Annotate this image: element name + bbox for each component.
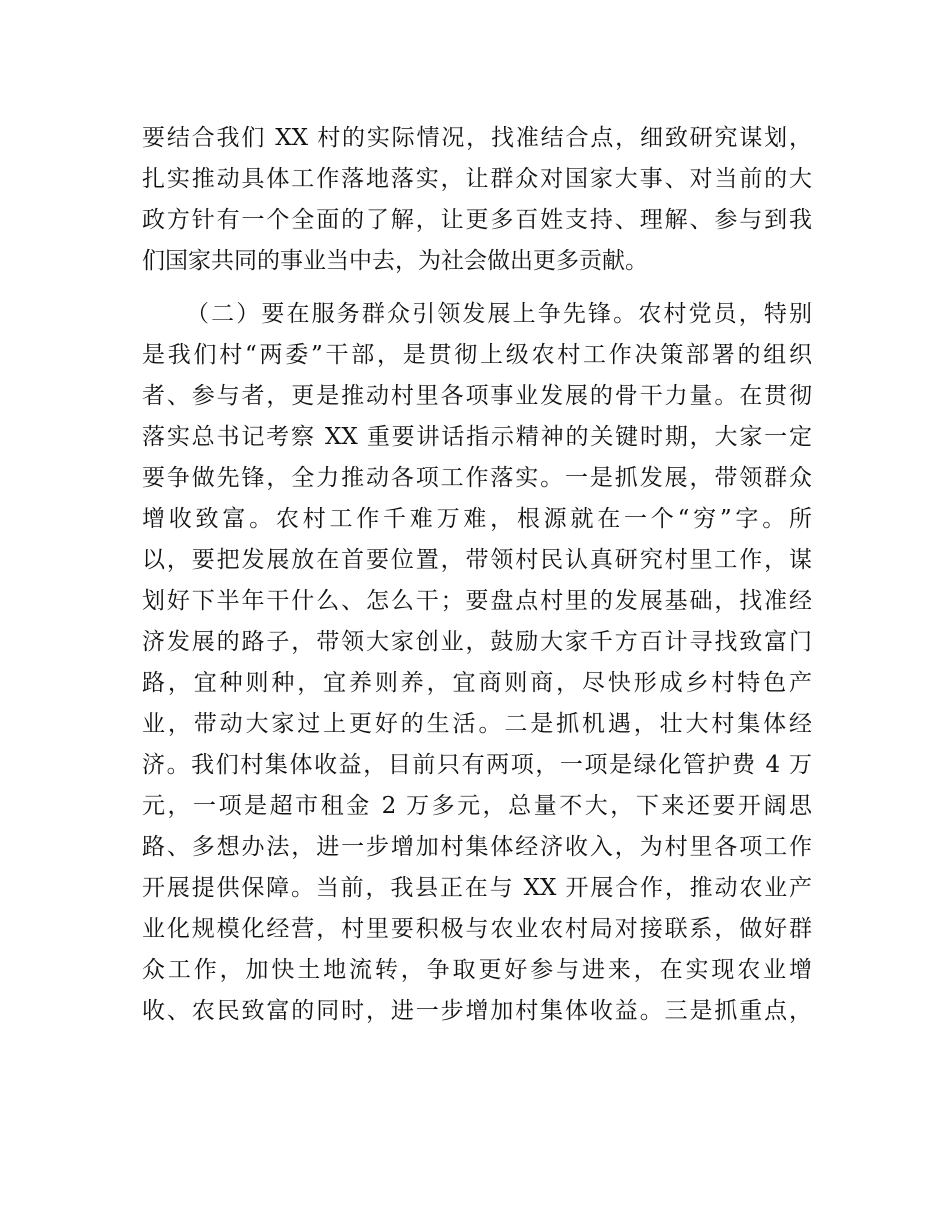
paragraph-2-line: 以，要把发展放在首要位置，带领村民认真研究村里工作，谋 — [142, 547, 812, 573]
paragraph-2-line: 路，宜种则种，宜养则养，宜商则商，尽快形成乡村特色产 — [142, 670, 812, 696]
paragraph-2-line: 济发展的路子，带领大家创业，鼓励大家千方百计寻找致富门 — [142, 629, 812, 655]
paragraph-2-line: 者、参与者，更是推动村里各项事业发展的骨干力量。在贯彻 — [142, 383, 812, 409]
paragraph-2-line: （二）要在服务群众引领发展上争先锋。农村党员，特别 — [186, 301, 812, 327]
paragraph-2-line: 增收致富。农村工作千难万难，根源就在一个“穷”字。所 — [142, 506, 812, 532]
paragraph-1-line: 们国家共同的事业当中去，为社会做出更多贡献。 — [142, 248, 648, 274]
paragraph-2-line: 众工作，加快土地流转，争取更好参与进来，在实现农业增 — [142, 957, 812, 983]
paragraph-2-line: 路、多想办法，进一步增加村集体经济收入，为村里各项工作 — [142, 834, 812, 860]
paragraph-spacer — [142, 282, 812, 294]
paragraph-2-line: 业化规模化经营，村里要积极与农业农村局对接联系，做好群 — [142, 916, 812, 942]
paragraph-2-line: 要争做先锋，全力推动各项工作落实。一是抓发展，带领群众 — [142, 465, 812, 491]
paragraph-2-line: 是我们村“两委”干部，是贯彻上级农村工作决策部署的组织 — [142, 342, 812, 368]
paragraph-2-line: 落实总书记考察 XX 重要讲话指示精神的关键时期，大家一定 — [142, 424, 812, 450]
paragraph-2-line: 济。我们村集体收益，目前只有两项，一项是绿化管护费 4 万 — [142, 752, 812, 778]
paragraph-2-line: 开展提供保障。当前，我县正在与 XX 开展合作，推动农业产 — [142, 875, 812, 901]
paragraph-2-line: 收、农民致富的同时，进一步增加村集体收益。三是抓重点， — [142, 998, 812, 1024]
paragraph-1-line: 政方针有一个全面的了解，让更多百姓支持、理解、参与到我 — [142, 207, 812, 233]
paragraph-1-line: 扎实推动具体工作落地落实，让群众对国家大事、对当前的大 — [142, 166, 812, 192]
paragraph-2-line: 划好下半年干什么、怎么干；要盘点村里的发展基础，找准经 — [142, 588, 812, 614]
paragraph-1-line: 要结合我们 XX 村的实际情况，找准结合点，细致研究谋划， — [142, 125, 812, 151]
paragraph-2-line: 业，带动大家过上更好的生活。二是抓机遇，壮大村集体经 — [142, 711, 812, 737]
document-body — [142, 118, 812, 1032]
paragraph-2-line: 元，一项是超市租金 2 万多元，总量不大，下来还要开阔思 — [142, 793, 812, 819]
